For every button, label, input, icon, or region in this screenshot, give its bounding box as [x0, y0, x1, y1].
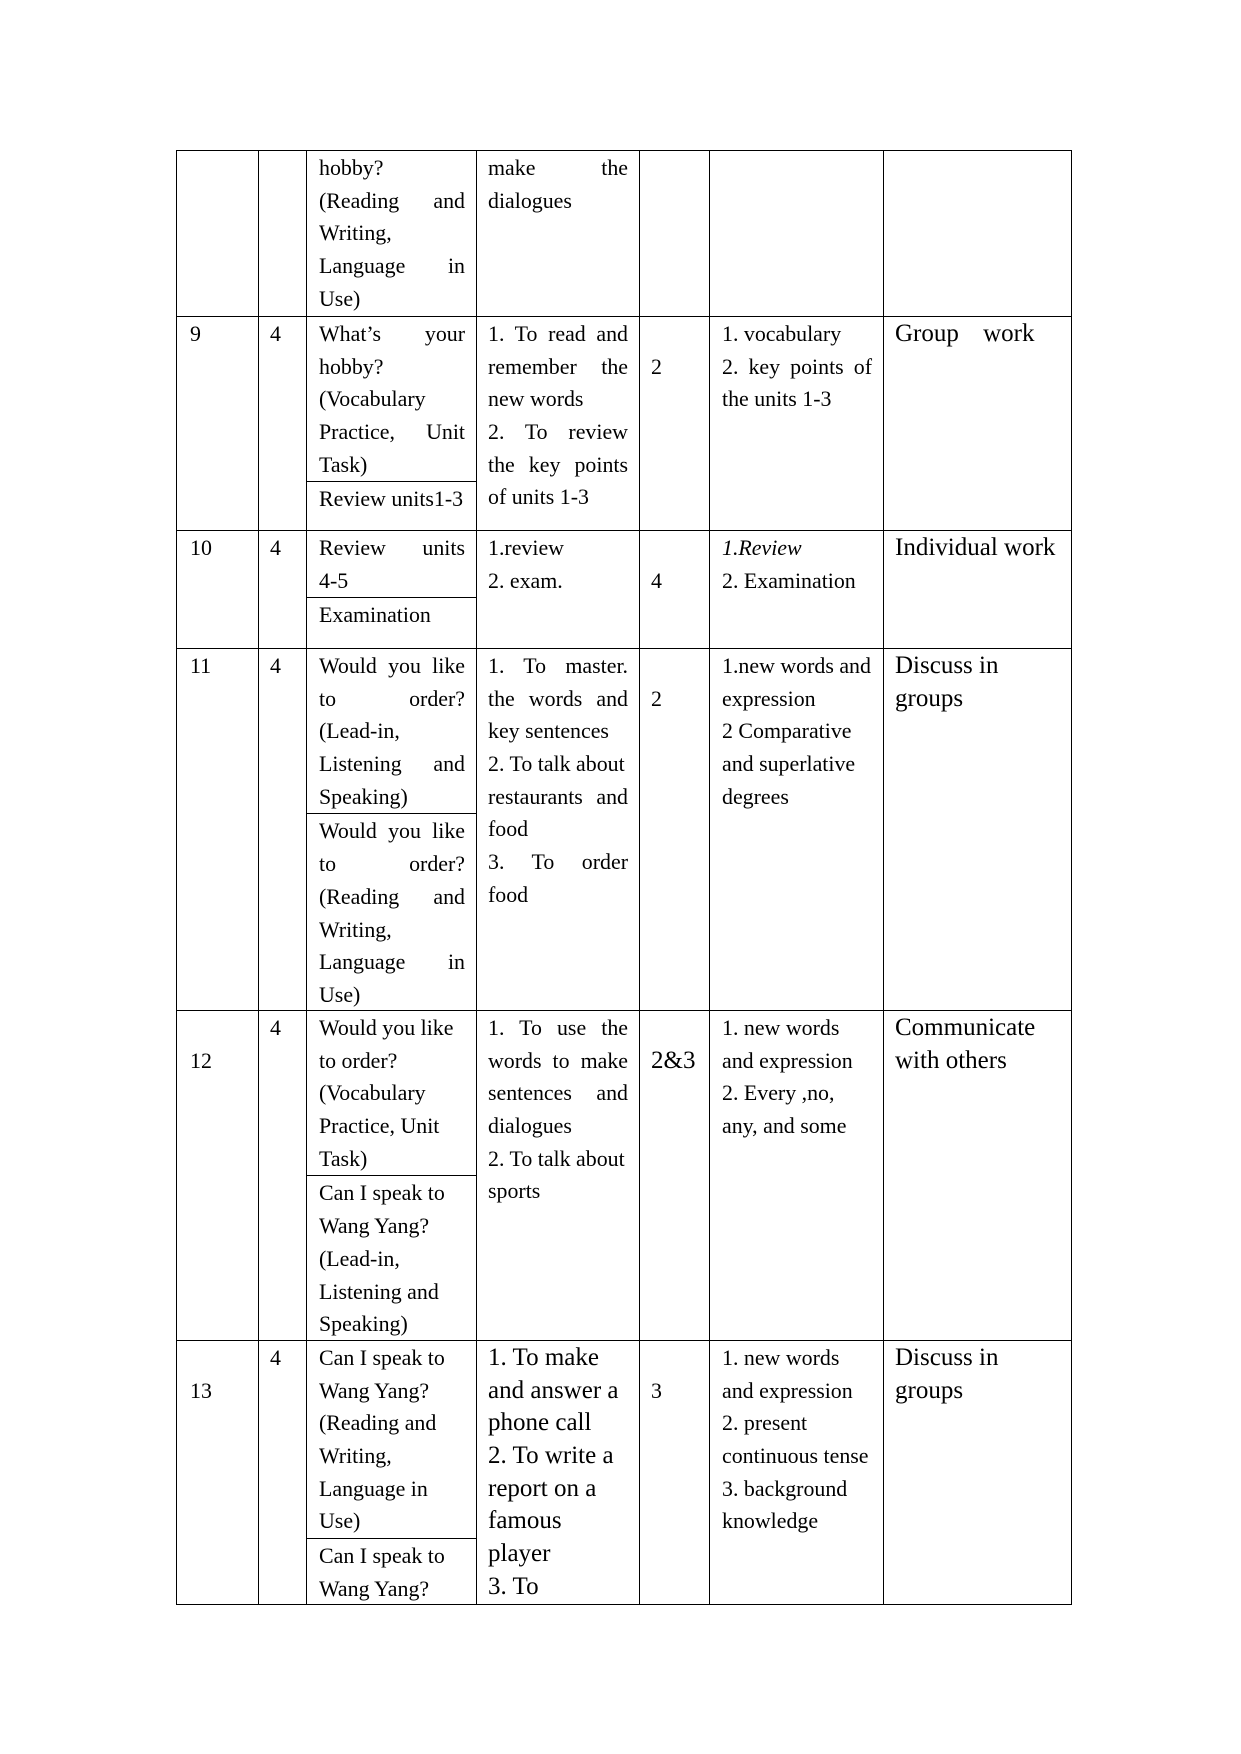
cell-line: and superlative	[722, 751, 856, 777]
cell-line: sports	[488, 1178, 541, 1204]
cell-line: Language in	[319, 1475, 428, 1501]
cell-line: Speaking)	[319, 1311, 408, 1337]
cell-line: 1.new words and	[722, 653, 871, 678]
unit-value: 2	[651, 685, 662, 711]
cell-unit	[640, 531, 710, 649]
row-number: 12	[190, 1047, 212, 1073]
cell-line: dialogues	[488, 1113, 572, 1139]
cell-method	[884, 1341, 1072, 1605]
cell-line: words to make	[488, 1047, 628, 1073]
cell-line: remember the	[488, 353, 628, 379]
unit-value: 2&3	[651, 1046, 696, 1074]
cell-line: make the	[488, 155, 628, 180]
cell-line: (Reading and	[319, 187, 465, 213]
cell-line: Can I speak to	[319, 1543, 445, 1569]
cell-key-points	[710, 317, 884, 531]
cell-number	[177, 317, 259, 531]
cell-objectives	[477, 317, 640, 531]
cell-line: player	[488, 1540, 551, 1568]
cell-objectives	[477, 1341, 640, 1605]
cell-line: 2. present	[722, 1410, 808, 1436]
cell-number	[177, 1011, 259, 1341]
cell-line: (Lead-in,	[319, 1245, 400, 1271]
cell-line: groups	[895, 684, 964, 712]
content-block	[307, 1176, 476, 1340]
periods-value: 4	[270, 1345, 281, 1370]
cell-line: Individual work	[895, 534, 1056, 561]
cell-objectives	[477, 151, 640, 317]
cell-unit	[640, 317, 710, 531]
cell-line: 2 Comparative	[722, 718, 852, 744]
cell-line: and answer a	[488, 1376, 619, 1404]
content-block	[307, 814, 476, 1011]
cell-line: degrees	[722, 783, 789, 809]
cell-line: food	[488, 816, 529, 842]
cell-line: Writing,	[319, 220, 392, 246]
cell-method	[884, 1011, 1072, 1341]
schedule-table	[176, 150, 1072, 1605]
cell-line: Wang Yang?	[319, 1377, 430, 1403]
cell-line: 2. Examination	[722, 567, 856, 593]
cell-line: Writing,	[319, 916, 392, 942]
cell-periods	[259, 151, 307, 317]
cell-line: 1.Review	[722, 535, 802, 560]
cell-content	[307, 317, 477, 531]
cell-objectives	[477, 1011, 640, 1341]
cell-content	[307, 1011, 477, 1341]
cell-periods	[259, 531, 307, 649]
cell-content	[307, 531, 477, 649]
cell-line: Use)	[319, 981, 361, 1007]
cell-line: 1. new words	[722, 1345, 840, 1370]
cell-line: new words	[488, 386, 584, 412]
unit-value: 3	[651, 1377, 662, 1403]
periods-value: 4	[270, 535, 281, 560]
cell-line: continuous tense	[722, 1443, 869, 1469]
cell-line: 1. To read and	[488, 321, 628, 346]
cell-line: dialogues	[488, 187, 572, 213]
content-block	[307, 317, 476, 482]
cell-line: Writing,	[319, 1443, 392, 1469]
cell-line: 1. new words	[722, 1015, 840, 1040]
cell-line: Would you like	[319, 1015, 454, 1040]
unit-value: 2	[651, 353, 662, 379]
unit-value: 4	[651, 567, 662, 593]
cell-line: 2. To review	[488, 419, 628, 445]
cell-line: 2. exam.	[488, 567, 563, 593]
cell-line: Wang Yang?	[319, 1213, 430, 1239]
cell-line: of units 1-3	[488, 484, 589, 510]
cell-method	[884, 531, 1072, 649]
cell-number	[177, 1341, 259, 1605]
cell-content	[307, 649, 477, 1011]
cell-line: restaurants and	[488, 783, 628, 809]
cell-line: 1.review	[488, 535, 564, 560]
row-number: 9	[190, 321, 201, 346]
cell-line: Can I speak to	[319, 1180, 445, 1206]
cell-line: 1. To make	[488, 1344, 599, 1371]
cell-method	[884, 151, 1072, 317]
row-number: 11	[190, 653, 212, 678]
cell-line: Would you like	[319, 653, 465, 678]
cell-line: Communicate	[895, 1014, 1036, 1041]
cell-line: expression	[722, 685, 816, 711]
cell-line: to order?	[319, 851, 465, 877]
cell-line: 4-5	[319, 567, 349, 593]
cell-key-points	[710, 151, 884, 317]
cell-line: hobby?	[319, 353, 384, 379]
cell-content	[307, 151, 477, 317]
cell-line: 1. To master.	[488, 653, 628, 678]
cell-number	[177, 649, 259, 1011]
cell-line: Language in	[319, 949, 465, 975]
cell-line: Examination	[319, 602, 431, 628]
cell-line: 2. To write a	[488, 1442, 614, 1470]
cell-objectives	[477, 531, 640, 649]
content-block	[307, 649, 476, 814]
cell-line: food	[488, 881, 529, 907]
cell-line: 1. vocabulary	[722, 321, 842, 346]
cell-line: and expression	[722, 1047, 853, 1073]
cell-periods	[259, 1341, 307, 1605]
cell-line: hobby?	[319, 155, 384, 180]
cell-line: with others	[895, 1046, 1007, 1074]
cell-line: 1. To use the	[488, 1015, 628, 1040]
cell-unit	[640, 649, 710, 1011]
cell-line: (Reading and	[319, 883, 465, 909]
cell-line: (Reading and	[319, 1410, 437, 1436]
cell-line: famous	[488, 1507, 562, 1535]
content-block	[307, 531, 476, 598]
cell-objectives	[477, 649, 640, 1011]
cell-line: the units 1-3	[722, 386, 832, 412]
cell-line: any, and some	[722, 1113, 847, 1139]
content-block	[307, 1341, 476, 1539]
cell-content	[307, 1341, 477, 1605]
cell-line: groups	[895, 1376, 964, 1404]
cell-line: Speaking)	[319, 783, 408, 809]
cell-line: 2. To talk about	[488, 751, 625, 777]
cell-line: the words and	[488, 685, 628, 711]
cell-unit	[640, 1341, 710, 1605]
cell-key-points	[710, 1341, 884, 1605]
cell-line: Use)	[319, 1508, 361, 1534]
cell-line: Practice, Unit	[319, 419, 465, 445]
content-block	[307, 482, 476, 516]
cell-line: the key points	[488, 451, 628, 477]
cell-line: Discuss in	[895, 1344, 999, 1371]
cell-periods	[259, 317, 307, 531]
cell-unit	[640, 1011, 710, 1341]
cell-line: and expression	[722, 1377, 853, 1403]
cell-periods	[259, 649, 307, 1011]
cell-line: Listening and	[319, 751, 465, 777]
cell-line: phone call	[488, 1409, 592, 1437]
content-block	[307, 151, 476, 315]
cell-line: (Lead-in,	[319, 718, 400, 744]
cell-method	[884, 649, 1072, 1011]
cell-line: Language in	[319, 253, 465, 279]
content-block	[307, 1539, 476, 1605]
cell-line: Wang Yang?	[319, 1575, 430, 1601]
cell-line: Can I speak to	[319, 1345, 445, 1370]
cell-line: Use)	[319, 285, 361, 311]
cell-key-points	[710, 1011, 884, 1341]
periods-value: 4	[270, 653, 281, 678]
cell-line: report on a	[488, 1474, 597, 1502]
periods-value: 4	[270, 321, 281, 346]
cell-key-points	[710, 531, 884, 649]
content-block	[307, 598, 476, 632]
row-number: 10	[190, 535, 212, 560]
cell-line: 2. To talk about	[488, 1145, 625, 1171]
cell-line: Would you like	[319, 818, 465, 844]
cell-line: Practice, Unit	[319, 1113, 440, 1139]
cell-line: 3. To	[488, 1572, 539, 1600]
cell-line: What’s your	[319, 321, 465, 346]
cell-number	[177, 531, 259, 649]
cell-periods	[259, 1011, 307, 1341]
cell-line: Task)	[319, 451, 368, 477]
cell-line: Review units1-3	[319, 486, 464, 512]
cell-method	[884, 317, 1072, 531]
cell-line: to order?	[319, 1047, 398, 1073]
cell-key-points	[710, 649, 884, 1011]
cell-line: Group work	[895, 320, 1035, 347]
cell-line: to order?	[319, 685, 465, 711]
cell-line: knowledge	[722, 1508, 819, 1534]
cell-line: 3. background	[722, 1475, 848, 1501]
periods-value: 4	[270, 1015, 281, 1040]
content-block	[307, 1011, 476, 1176]
cell-line: Task)	[319, 1145, 368, 1171]
cell-line: Review units	[319, 535, 465, 560]
cell-line: (Vocabulary	[319, 386, 426, 412]
cell-number	[177, 151, 259, 317]
cell-line: sentences and	[488, 1080, 628, 1106]
cell-line: (Vocabulary	[319, 1080, 426, 1106]
row-number: 13	[190, 1377, 212, 1403]
cell-line: Listening and	[319, 1278, 439, 1304]
cell-line: 3. To order	[488, 849, 628, 875]
cell-unit	[640, 151, 710, 317]
cell-line: Discuss in	[895, 652, 999, 679]
cell-line: key sentences	[488, 718, 609, 744]
cell-line: 2. Every ,no,	[722, 1080, 835, 1106]
cell-line: 2. key points of	[722, 353, 872, 379]
